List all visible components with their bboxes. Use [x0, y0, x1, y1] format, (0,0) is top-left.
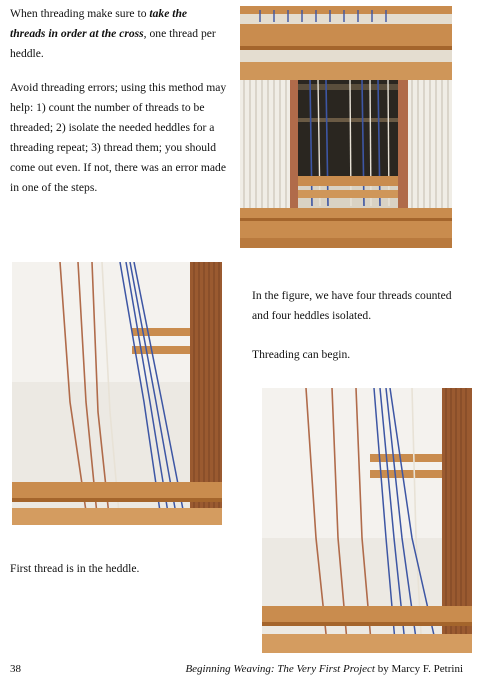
p1-text-c: , one thread per heddle.	[10, 27, 216, 60]
book-title: Beginning Weaving: The Very First Project	[185, 663, 375, 675]
photo-threading-begin	[262, 388, 472, 653]
paragraph-first-thread: First thread is in the heddle.	[10, 562, 140, 575]
p1-emphasis: take the threads in order at the cross	[10, 7, 188, 40]
photo-threads-heddles	[12, 262, 222, 525]
paragraph-figure-description: In the figure, we have four threads counted and four heddles isolated.	[252, 289, 452, 322]
paragraph-threading-begin: Threading can begin.	[252, 348, 351, 361]
photo-loom-overview	[240, 6, 452, 248]
page-number: 38	[10, 663, 21, 675]
p1-text-a: When threading make sure to	[10, 7, 150, 20]
paragraph-avoid-errors: Avoid threading errors; using this method may help: 1) count the number of threads to be threaded; 2) isolate the needed heddles for a threading repeat; 3) thread them; you should come out even. If not, there was an error made in one of the steps.	[10, 81, 227, 194]
paragraph-take-threads	[10, 4, 225, 64]
author-credit: by Marcy F. Petrini	[374, 663, 463, 675]
running-footer	[185, 662, 463, 676]
